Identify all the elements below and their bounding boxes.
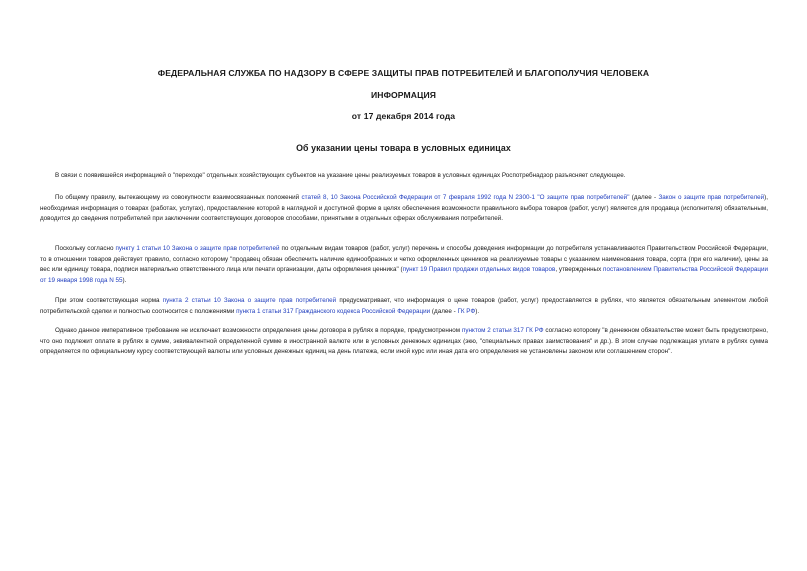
paragraph-text: (далее -	[430, 307, 458, 315]
document-date: от 17 декабря 2014 года	[351, 111, 456, 121]
document-type-heading: ИНФОРМАЦИЯ	[370, 90, 437, 100]
paragraph-text: ).	[122, 277, 127, 285]
agency-heading: ФЕДЕРАЛЬНАЯ СЛУЖБА ПО НАДЗОРУ В СФЕРЕ ЗАЩИТЫ ПРАВ ПОТРЕБИТЕЛЕЙ И БЛАГОПОЛУЧИЯ ЧЕЛОВЕКА	[157, 68, 650, 78]
link-article-10-point-2[interactable]: пункта 2 статьи 10 Закона о защите прав потребителей	[162, 297, 337, 304]
paragraph-text: , утвержденных	[555, 266, 604, 274]
link-civil-code[interactable]: ГК РФ	[457, 307, 476, 315]
paragraph-text: по отдельным видам товаров (работ, услуг) перечень и способы доведения информации до потребителя устанавливаются Правительством Российской Федерации, то в отношении товаров действует правило, согласно которому "продавец обязан обеспечить наличие единообразных и четко оформленных ценников на реализуемые товары с указанием наименования товара, сорта (при его наличии), цены за вес или единицу товара, подписи материально ответственного лица или печати организации, даты оформления ценника" (	[40, 245, 768, 274]
paragraph-text: (далее -	[629, 194, 659, 201]
link-law-articles-8-10[interactable]: статей 8, 10 Закона Российской Федерации от 7 февраля 1992 года N 2300-1 "О защите прав потребителей"	[301, 194, 630, 201]
paragraph-text: Поскольку согласно	[55, 245, 116, 252]
paragraph-conventional-units	[40, 326, 768, 358]
paragraph-text: согласно которому "в денежном обязательстве может быть предусмотрено, что оно подлежит оплате в рублях в сумме, эквивалентной определенной сумме в иностранной валюте или в условных денежных единицах (экю, "специальных правах заимствования" и др.). В этом случае подлежащая уплате в рублях сумма определяется по официальному курсу соответствующей валюты или условных денежных единиц на день платежа, если иной курс или иная дата его определения не установлены законом или соглашением сторон".	[40, 327, 769, 356]
paragraph-intro	[40, 171, 768, 182]
paragraph-text: По общему правилу, вытекающему из совокупности взаимосвязанных положений	[55, 194, 302, 201]
document-title: Об указании цены товара в условных единицах	[296, 143, 511, 153]
link-civil-code-317-point-2[interactable]: пунктом 2 статьи 317 ГК РФ	[461, 327, 544, 334]
link-article-10-point-1[interactable]: пункту 1 статьи 10 Закона о защите прав потребителей	[115, 245, 280, 252]
paragraph-text: В связи с появившейся информацией о "переходе" отдельных хозяйствующих субъектов на указание цены реализуемых товаров в условных единицах Роспотребнадзор разъясняет следующее.	[55, 172, 626, 179]
paragraph-text: Однако данное императивное требование не исключает возможности определения цены договора в рублях в порядке, предусмотренном	[55, 327, 462, 334]
paragraph-text: ).	[475, 307, 480, 315]
paragraph-rubles-requirement	[40, 296, 768, 317]
paragraph-text: ), необходимая информация о товарах (работах, услугах), предоставление которой в наглядной и доступной форме в целях обеспечения возможности правильного выбора товаров (работ, услуг) является для продавца (исполнителя) обязательным, доводится до сведения потребителей при заключении соответствующих договоров способами, принятыми в отдельных сферах обслуживания потребителей.	[40, 194, 768, 223]
link-consumer-protection-law[interactable]: Закон о защите прав потребителей	[658, 194, 765, 201]
paragraph-text: При этом соответствующая норма	[55, 297, 163, 304]
paragraph-price-tags	[40, 244, 768, 287]
link-civil-code-317-point-1[interactable]: пункта 1 статьи 317 Гражданского кодекса Российской Федерации	[236, 307, 431, 315]
paragraph-general-rule	[40, 193, 768, 225]
link-government-resolution-55[interactable]: постановлением Правительства Российской Федерации от 19 января 1998 года N 55	[40, 266, 768, 285]
link-sales-rules-point-19[interactable]: пункт 19 Правил продажи отдельных видов товаров	[402, 266, 556, 274]
paragraph-text: предусматривает, что информация о цене товаров (работ, услуг) предоставляется в рублях, что является обязательным элементом любой потребительской сделки и полностью соотносится с положениями	[40, 297, 768, 315]
